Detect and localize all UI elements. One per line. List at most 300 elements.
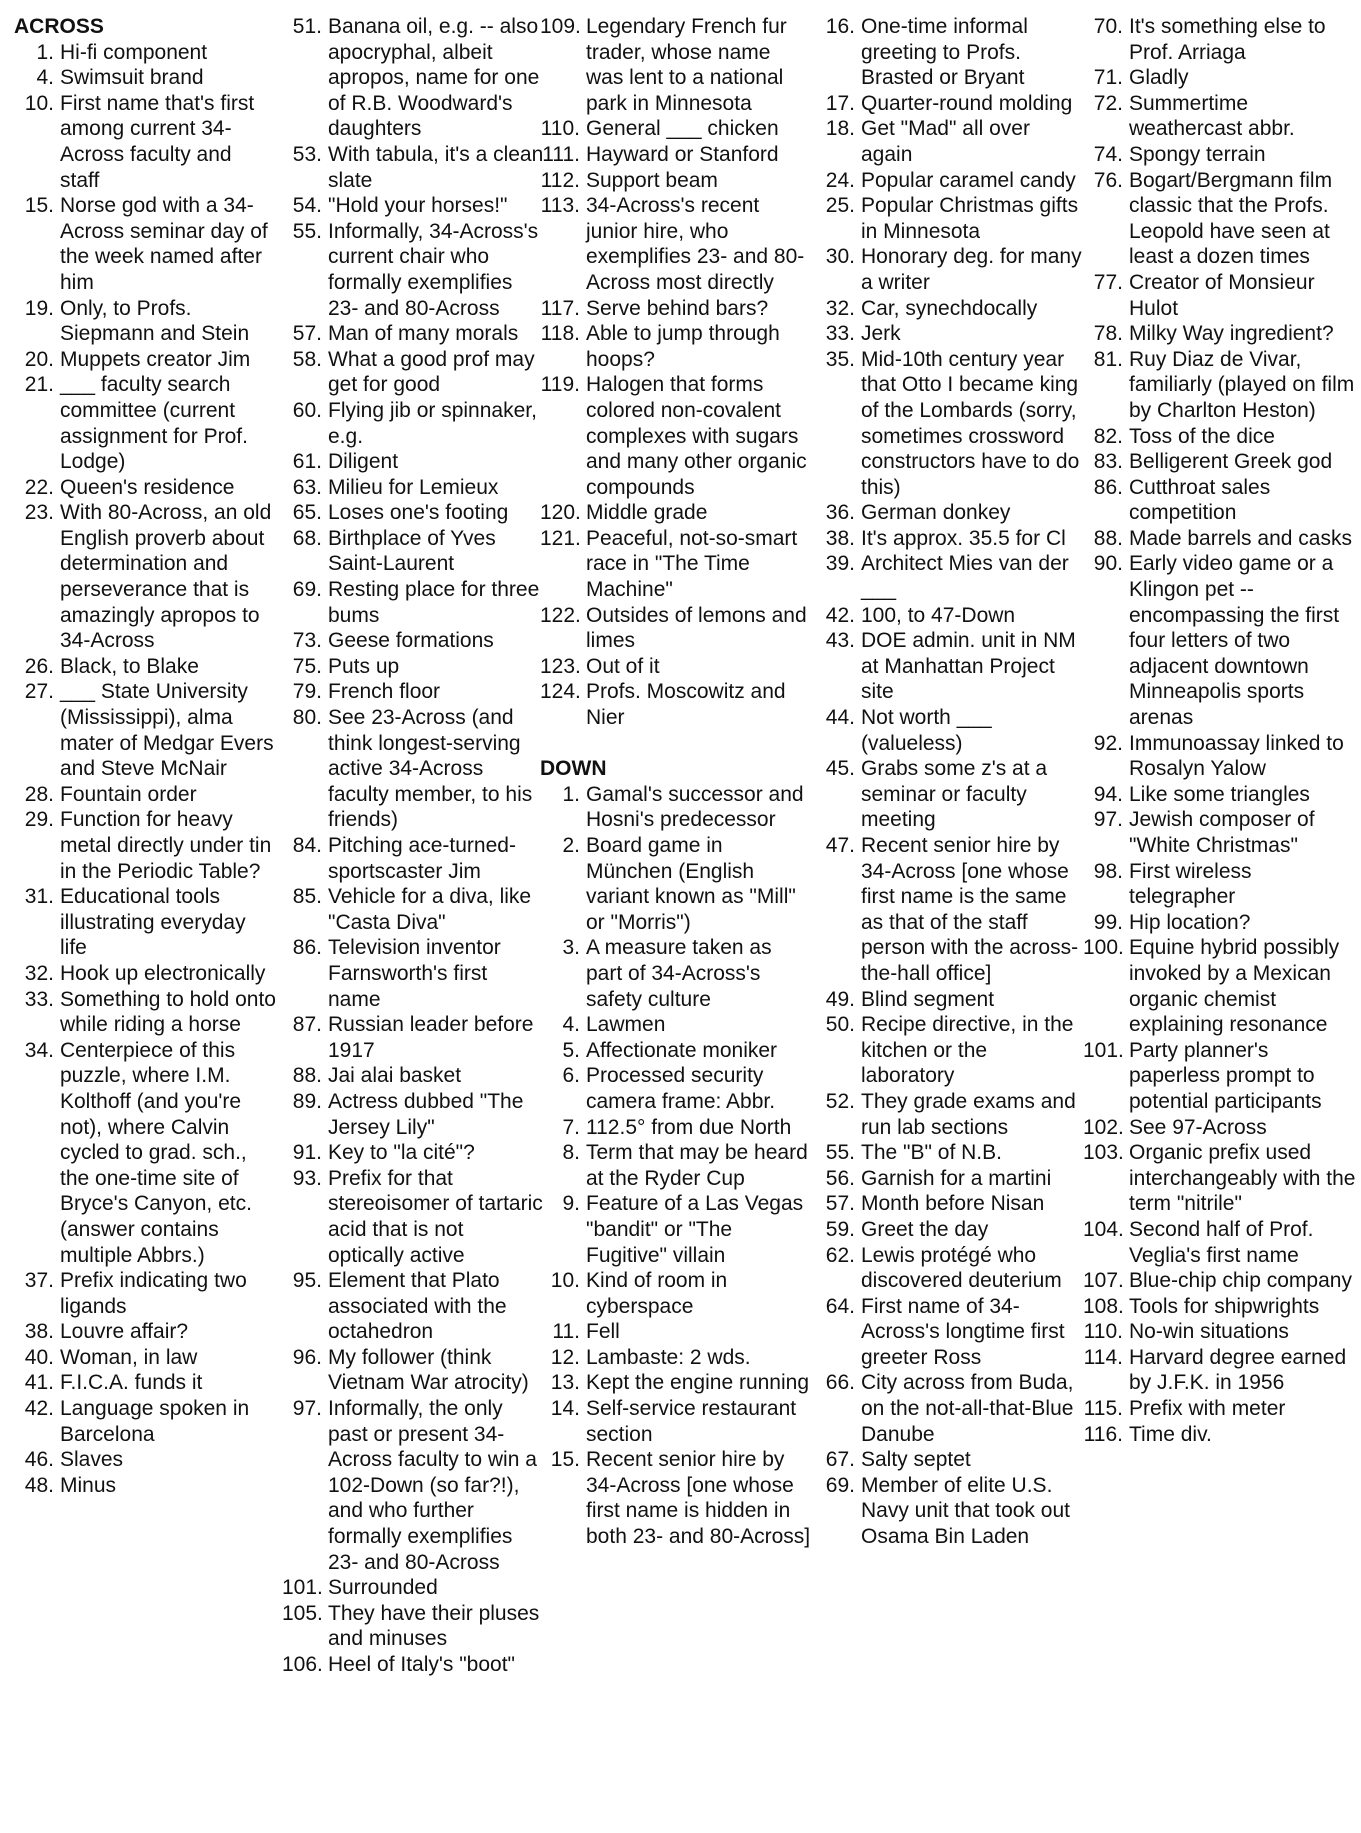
clue-text: My follower (think Vietnam War atrocity) bbox=[328, 1345, 529, 1395]
clue-number: 123. bbox=[540, 654, 581, 678]
clue-number: 7. bbox=[562, 1115, 580, 1139]
across-clue bbox=[14, 65, 276, 91]
clue-text: Informally, 34-Across's current chair who formally exemplifies 23- and 80-Across bbox=[328, 219, 539, 320]
clue-text: A measure taken as part of 34-Across's safety culture bbox=[586, 936, 772, 1011]
clue-number: 35. bbox=[825, 347, 855, 371]
clue-number: 61. bbox=[292, 450, 322, 474]
clue-number: 46. bbox=[24, 1448, 54, 1472]
clue-number: 39. bbox=[825, 552, 855, 576]
down-clue bbox=[815, 321, 1083, 347]
clue-number: 88. bbox=[1093, 526, 1123, 550]
clue-number: 1. bbox=[562, 782, 580, 806]
clue-text: Hook up electronically bbox=[60, 961, 266, 985]
down-clue bbox=[815, 526, 1083, 552]
across-clue bbox=[282, 1063, 544, 1089]
across-clue bbox=[282, 1089, 544, 1140]
across-clue bbox=[282, 935, 544, 1012]
clue-text: Only, to Profs. Siepmann and Stein bbox=[60, 296, 250, 346]
down-clue bbox=[815, 603, 1083, 629]
clue-text: 112.5° from due North bbox=[586, 1115, 792, 1139]
across-clue bbox=[14, 193, 276, 295]
down-clue bbox=[815, 1140, 1083, 1166]
clue-text: German donkey bbox=[861, 501, 1011, 525]
clue-number: 54. bbox=[292, 194, 322, 218]
down-clue bbox=[1083, 1217, 1361, 1268]
clue-text: No-win situations bbox=[1129, 1320, 1289, 1344]
clue-number: 42. bbox=[825, 603, 855, 627]
down-clue bbox=[815, 705, 1083, 756]
clue-text: Milieu for Lemieux bbox=[328, 475, 499, 499]
across-clue bbox=[282, 321, 544, 347]
down-clue bbox=[540, 1268, 812, 1319]
clue-text: Blue-chip chip company bbox=[1129, 1269, 1352, 1293]
down-clue bbox=[815, 1012, 1083, 1089]
clue-text: Jai alai basket bbox=[328, 1064, 462, 1088]
clue-number: 47. bbox=[825, 834, 855, 857]
clue-text: Kept the engine running bbox=[586, 1371, 810, 1395]
clue-number: 89. bbox=[292, 1089, 322, 1113]
clue-text: Bogart/Bergmann film classic that the Profs. Leopold have seen at least a dozen times bbox=[1129, 168, 1333, 269]
across-clue bbox=[282, 398, 544, 449]
clue-number: 60. bbox=[292, 398, 322, 422]
clue-text: Louvre affair? bbox=[60, 1320, 189, 1344]
across-clue bbox=[282, 1345, 544, 1396]
down-clue bbox=[815, 168, 1083, 194]
clue-number: 10. bbox=[24, 91, 54, 115]
clue-number: 109. bbox=[540, 15, 581, 38]
clue-number: 119. bbox=[540, 373, 580, 397]
clue-text: Term that may be heard at the Ryder Cup bbox=[586, 1141, 808, 1190]
clue-number: 78. bbox=[1093, 322, 1123, 346]
down-clue bbox=[1083, 142, 1361, 168]
clue-number: 66. bbox=[825, 1371, 855, 1395]
clue-number: 101. bbox=[1083, 1038, 1124, 1062]
clue-text: Hi-fi component bbox=[60, 40, 208, 64]
down-clue bbox=[815, 244, 1083, 295]
clue-text: Feature of a Las Vegas "bandit" or "The Fugitive" villain bbox=[586, 1192, 804, 1267]
clue-text: Surrounded bbox=[328, 1576, 438, 1600]
clue-text: It's something else to Prof. Arriaga bbox=[1129, 15, 1326, 64]
clue-number: 2. bbox=[562, 834, 580, 857]
column-1 bbox=[14, 14, 276, 1498]
across-clue bbox=[282, 14, 544, 142]
down-clue bbox=[1083, 270, 1361, 321]
clue-number: 56. bbox=[825, 1166, 855, 1190]
down-clue bbox=[1083, 14, 1361, 65]
clue-number: 53. bbox=[292, 142, 322, 166]
clue-number: 4. bbox=[562, 1013, 580, 1037]
clue-number: 27. bbox=[24, 680, 54, 704]
clue-number: 69. bbox=[825, 1473, 855, 1497]
clue-text: Car, synechdocally bbox=[861, 296, 1038, 320]
clue-text: Time div. bbox=[1129, 1422, 1212, 1446]
clue-number: 1. bbox=[36, 40, 54, 64]
clue-number: 6. bbox=[562, 1064, 580, 1088]
clue-number: 88. bbox=[292, 1064, 322, 1088]
across-clue bbox=[282, 1268, 544, 1345]
clue-text: Summertime weathercast abbr. bbox=[1129, 91, 1295, 141]
clue-number: 93. bbox=[292, 1166, 322, 1190]
clue-number: 15. bbox=[24, 194, 54, 218]
clue-number: 68. bbox=[292, 526, 322, 550]
clue-text: Middle grade bbox=[586, 501, 708, 525]
clue-number: 87. bbox=[292, 1013, 322, 1037]
column-5 bbox=[1083, 14, 1361, 1447]
clue-number: 13. bbox=[550, 1371, 580, 1395]
down-clue bbox=[540, 1319, 812, 1345]
clue-number: 64. bbox=[825, 1294, 855, 1318]
clue-number: 38. bbox=[825, 526, 855, 550]
clue-number: 42. bbox=[24, 1397, 54, 1421]
clue-number: 98. bbox=[1093, 859, 1123, 883]
clue-text: Equine hybrid possibly invoked by a Mexican organic chemist explaining resonance bbox=[1129, 936, 1340, 1037]
clue-number: 99. bbox=[1093, 910, 1123, 934]
clue-text: Milky Way ingredient? bbox=[1129, 322, 1334, 346]
clue-text: See 23-Across (and think longest-serving active 34-Across faculty member, to his friends) bbox=[328, 706, 533, 832]
clue-text: Language spoken in Barcelona bbox=[60, 1397, 250, 1446]
across-clue bbox=[14, 296, 276, 347]
clue-text: Quarter-round molding bbox=[861, 91, 1073, 115]
clue-number: 20. bbox=[24, 347, 54, 371]
across-clue bbox=[282, 705, 544, 833]
clue-text: Loses one's footing bbox=[328, 501, 509, 525]
clue-text: Vehicle for a diva, like "Casta Diva" bbox=[328, 885, 532, 934]
clue-text: Hayward or Stanford bbox=[586, 142, 779, 166]
across-clue bbox=[540, 321, 812, 372]
clue-number: 70. bbox=[1093, 15, 1123, 38]
down-clue bbox=[1083, 526, 1361, 552]
clue-number: 107. bbox=[1083, 1269, 1124, 1293]
down-clue bbox=[540, 833, 812, 935]
clue-text: Creator of Monsieur Hulot bbox=[1129, 270, 1315, 320]
clue-number: 59. bbox=[825, 1217, 855, 1241]
clue-number: 4. bbox=[36, 66, 54, 90]
clue-number: 34. bbox=[24, 1038, 54, 1062]
down-clue bbox=[1083, 1140, 1361, 1217]
clue-number: 73. bbox=[292, 629, 322, 653]
clue-text: Minus bbox=[60, 1473, 117, 1497]
clue-text: Belligerent Greek god bbox=[1129, 450, 1333, 474]
clue-number: 24. bbox=[825, 168, 855, 192]
down-clue bbox=[1083, 910, 1361, 936]
across-clue bbox=[14, 475, 276, 501]
clue-text: Gladly bbox=[1129, 66, 1189, 90]
clue-number: 32. bbox=[825, 296, 855, 320]
across-clue bbox=[540, 168, 812, 194]
clue-text: Outsides of lemons and limes bbox=[586, 603, 807, 653]
across-clue bbox=[282, 219, 544, 321]
clue-number: 82. bbox=[1093, 424, 1123, 448]
column-2 bbox=[282, 14, 544, 1678]
clue-number: 120. bbox=[540, 501, 581, 525]
clue-number: 67. bbox=[825, 1448, 855, 1472]
down-clue bbox=[1083, 168, 1361, 270]
clue-text: Prefix indicating two ligands bbox=[60, 1269, 247, 1318]
across-clue bbox=[282, 1166, 544, 1268]
clue-text: Board game in München (English variant known as "Mill" or "Morris") bbox=[586, 834, 796, 934]
clue-number: 45. bbox=[825, 757, 855, 781]
clue-text: Birthplace of Yves Saint-Laurent bbox=[328, 526, 496, 576]
down-clue bbox=[1083, 1115, 1361, 1141]
across-clue bbox=[282, 500, 544, 526]
across-clue bbox=[14, 372, 276, 474]
clue-number: 118. bbox=[540, 322, 580, 346]
clue-number: 86. bbox=[1093, 475, 1123, 499]
clue-text: Prefix with meter bbox=[1129, 1397, 1286, 1421]
clue-text: "Hold your horses!" bbox=[328, 194, 508, 218]
clue-number: 29. bbox=[24, 808, 54, 832]
clue-number: 19. bbox=[24, 296, 54, 320]
clue-text: Recent senior hire by 34-Across [one whose first name is hidden in both 23- and 80-Across] bbox=[586, 1448, 811, 1549]
clue-text: With 80-Across, an old English proverb about determination and perseverance that is amazingly apropos to 34-Across bbox=[60, 501, 272, 653]
clue-number: 104. bbox=[1083, 1217, 1124, 1241]
down-clue bbox=[1083, 1422, 1361, 1448]
across-clue bbox=[282, 475, 544, 501]
clue-text: Legendary French fur trader, whose name was lent to a national park in Minnesota bbox=[586, 15, 787, 115]
clue-number: 31. bbox=[24, 885, 54, 909]
down-clue bbox=[540, 1191, 812, 1268]
clue-text: Jewish composer of "White Christmas" bbox=[1129, 808, 1315, 857]
clue-number: 76. bbox=[1093, 168, 1123, 192]
clue-text: Made barrels and casks bbox=[1129, 526, 1352, 550]
clue-text: Member of elite U.S. Navy unit that took out Osama Bin Laden bbox=[861, 1473, 1070, 1549]
clue-text: Key to "la cité"? bbox=[328, 1141, 475, 1165]
clue-text: Like some triangles bbox=[1129, 782, 1310, 806]
down-clue bbox=[1083, 731, 1361, 782]
across-clue bbox=[282, 1396, 544, 1575]
clue-text: F.I.C.A. funds it bbox=[60, 1371, 203, 1395]
across-heading: ACROSS bbox=[14, 15, 104, 38]
clue-number: 114. bbox=[1083, 1345, 1123, 1369]
down-clue bbox=[1083, 475, 1361, 526]
across-clue bbox=[14, 807, 276, 884]
clue-number: 77. bbox=[1093, 270, 1123, 294]
clue-text: Woman, in law bbox=[60, 1345, 198, 1369]
clue-text: Profs. Moscowitz and Nier bbox=[586, 680, 786, 730]
down-clue bbox=[815, 756, 1083, 833]
clue-number: 101. bbox=[282, 1576, 323, 1600]
clue-text: Early video game or a Klingon pet -- encompassing the first four letters of two adjacent downtown Minneapolis sports arenas bbox=[1129, 552, 1340, 730]
clue-number: 14. bbox=[550, 1397, 580, 1421]
clue-text: Harvard degree earned by J.F.K. in 1956 bbox=[1129, 1345, 1347, 1395]
clue-text: Man of many morals bbox=[328, 322, 519, 346]
clue-number: 112. bbox=[540, 168, 580, 192]
clue-text: Banana oil, e.g. -- also apocryphal, albeit apropos, name for one of R.B. Woodward's daughters bbox=[328, 15, 540, 141]
down-clue bbox=[815, 116, 1083, 167]
clue-number: 122. bbox=[540, 603, 581, 627]
clue-number: 11. bbox=[552, 1320, 580, 1344]
down-clue bbox=[540, 1396, 812, 1447]
clue-text: Pitching ace-turned-sportscaster Jim bbox=[328, 834, 516, 883]
clue-text: Cutthroat sales competition bbox=[1129, 475, 1271, 525]
down-clue bbox=[540, 1012, 812, 1038]
clue-text: Get "Mad" all over again bbox=[861, 117, 1030, 166]
clue-number: 80. bbox=[292, 706, 322, 730]
across-clue bbox=[540, 603, 812, 654]
clue-number: 110. bbox=[1083, 1320, 1123, 1344]
clue-text: Salty septet bbox=[861, 1448, 971, 1472]
clue-number: 95. bbox=[292, 1269, 322, 1293]
clue-number: 33. bbox=[825, 322, 855, 346]
down-clue bbox=[540, 1447, 812, 1549]
clue-number: 69. bbox=[292, 578, 322, 602]
clue-number: 65. bbox=[292, 501, 322, 525]
down-clue bbox=[815, 1089, 1083, 1140]
clue-number: 108. bbox=[1083, 1294, 1124, 1318]
across-clue bbox=[14, 91, 276, 193]
clue-number: 117. bbox=[540, 296, 580, 320]
across-clue bbox=[14, 679, 276, 781]
clue-text: It's approx. 35.5 for Cl bbox=[861, 526, 1066, 550]
across-clue bbox=[540, 193, 812, 295]
clue-text: General ___ chicken bbox=[586, 117, 779, 141]
across-clue bbox=[282, 1652, 544, 1678]
clue-text: Centerpiece of this puzzle, where I.M. Kolthoff (and you're not), where Calvin cycled to grad. sch., the one-time site of Bryce's Canyon, etc. (answer contains multiple Abbrs.) bbox=[60, 1038, 252, 1267]
clue-text: Actress dubbed "The Jersey Lily" bbox=[328, 1089, 524, 1139]
across-clue bbox=[282, 577, 544, 628]
clue-number: 115. bbox=[1083, 1397, 1123, 1421]
clue-text: Resting place for three bums bbox=[328, 578, 540, 627]
down-clue bbox=[540, 1140, 812, 1191]
clue-number: 57. bbox=[825, 1192, 855, 1216]
clue-number: 79. bbox=[292, 680, 322, 704]
clue-text: 34-Across's recent junior hire, who exemplifies 23- and 80-Across most directly bbox=[586, 194, 805, 294]
across-clue bbox=[540, 116, 812, 142]
across-clue bbox=[14, 1268, 276, 1319]
clue-number: 3. bbox=[562, 936, 580, 960]
across-clue bbox=[282, 628, 544, 654]
down-clue bbox=[540, 1370, 812, 1396]
clue-text: Russian leader before 1917 bbox=[328, 1013, 534, 1062]
across-clue bbox=[282, 1601, 544, 1652]
clue-number: 28. bbox=[24, 782, 54, 806]
clue-number: 121. bbox=[540, 526, 581, 550]
clue-text: With tabula, it's a clean slate bbox=[328, 142, 544, 192]
clue-text: Organic prefix used interchangeably with the term "nitrile" bbox=[1129, 1141, 1356, 1216]
clue-number: 110. bbox=[540, 117, 580, 141]
clue-number: 23. bbox=[24, 501, 54, 525]
clue-number: 17. bbox=[825, 91, 855, 115]
clue-text: Affectionate moniker bbox=[586, 1038, 778, 1062]
across-clue bbox=[282, 1575, 544, 1601]
down-clue bbox=[540, 935, 812, 1012]
clue-text: Lewis protégé who discovered deuterium bbox=[861, 1243, 1062, 1293]
across-clue bbox=[282, 654, 544, 680]
clue-number: 71. bbox=[1093, 66, 1123, 90]
across-clue bbox=[540, 679, 812, 730]
clue-text: First name of 34-Across's longtime first greeter Ross bbox=[861, 1294, 1065, 1369]
clue-text: City across from Buda, on the not-all-that-Blue Danube bbox=[861, 1371, 1074, 1446]
down-clue bbox=[815, 1243, 1083, 1294]
down-clue bbox=[815, 833, 1083, 987]
clue-text: First wireless telegrapher bbox=[1129, 859, 1252, 909]
clue-number: 16. bbox=[825, 15, 855, 38]
down-clue bbox=[1083, 1319, 1361, 1345]
clue-text: Popular Christmas gifts in Minnesota bbox=[861, 194, 1079, 243]
clue-text: 100, to 47-Down bbox=[861, 603, 1016, 627]
clue-text: They grade exams and run lab sections bbox=[861, 1089, 1076, 1139]
down-clue bbox=[1083, 859, 1361, 910]
clue-text: Mid-10th century year that Otto I became king of the Lombards (sorry, sometimes crossword constructors have to do this) bbox=[861, 347, 1080, 499]
down-clue bbox=[1083, 1268, 1361, 1294]
clue-number: 49. bbox=[825, 987, 855, 1011]
across-clue bbox=[14, 40, 276, 66]
clue-text: Flying jib or spinnaker, e.g. bbox=[328, 398, 537, 448]
clue-text: Fell bbox=[586, 1320, 620, 1344]
clue-text: Able to jump through hoops? bbox=[586, 322, 780, 371]
clue-text: Heel of Italy's "boot" bbox=[328, 1653, 516, 1676]
across-clue bbox=[14, 654, 276, 680]
clue-text: Month before Nisan bbox=[861, 1192, 1045, 1216]
clue-text: Muppets creator Jim bbox=[60, 347, 251, 371]
clue-text: Informally, the only past or present 34-Across faculty to win a 102-Down (so far?!), and who further formally exemplifies 23- and 80-Across bbox=[328, 1397, 537, 1574]
clue-text: Swimsuit brand bbox=[60, 66, 204, 90]
clue-text: Immunoassay linked to Rosalyn Yalow bbox=[1129, 731, 1344, 781]
clue-number: 62. bbox=[825, 1243, 855, 1267]
down-clue bbox=[1083, 1294, 1361, 1320]
clue-text: Puts up bbox=[328, 654, 400, 678]
clue-text: Ruy Diaz de Vivar, familiarly (played on film by Charlton Heston) bbox=[1129, 347, 1355, 422]
across-clue bbox=[540, 372, 812, 500]
down-clue bbox=[540, 1115, 812, 1141]
across-clue bbox=[282, 1012, 544, 1063]
clue-text: Honorary deg. for many a writer bbox=[861, 245, 1082, 294]
clue-text: Lambaste: 2 wds. bbox=[586, 1345, 751, 1369]
across-clue bbox=[14, 961, 276, 987]
clue-number: 40. bbox=[24, 1345, 54, 1369]
clue-number: 105. bbox=[282, 1601, 323, 1625]
clue-text: See 97-Across bbox=[1129, 1115, 1267, 1139]
down-heading: DOWN bbox=[540, 757, 607, 781]
clue-number: 83. bbox=[1093, 450, 1123, 474]
down-clue bbox=[1083, 1345, 1361, 1396]
clue-number: 41. bbox=[24, 1371, 54, 1395]
clue-number: 58. bbox=[292, 347, 322, 371]
clue-text: Toss of the dice bbox=[1129, 424, 1275, 448]
clue-text: Slaves bbox=[60, 1448, 124, 1472]
clue-text: Kind of room in cyberspace bbox=[586, 1269, 728, 1318]
down-clue bbox=[540, 782, 812, 833]
down-clue bbox=[815, 1217, 1083, 1243]
clue-text: Geese formations bbox=[328, 629, 494, 653]
clue-text: Element that Plato associated with the octahedron bbox=[328, 1269, 507, 1344]
clue-number: 111. bbox=[542, 142, 580, 166]
clue-text: They have their pluses and minuses bbox=[328, 1601, 540, 1651]
clue-text: Party planner's paperless prompt to potential participants bbox=[1129, 1038, 1322, 1113]
down-clue bbox=[540, 1345, 812, 1371]
clue-text: Popular caramel candy bbox=[861, 168, 1076, 192]
clue-number: 12. bbox=[550, 1345, 580, 1369]
clue-text: Greet the day bbox=[861, 1217, 989, 1241]
clue-text: Jerk bbox=[861, 322, 901, 346]
clue-text: Serve behind bars? bbox=[586, 296, 769, 320]
down-clue bbox=[1083, 91, 1361, 142]
down-clue bbox=[1083, 935, 1361, 1037]
clue-number: 55. bbox=[292, 219, 322, 243]
clue-number: 18. bbox=[825, 117, 855, 141]
clue-number: 75. bbox=[292, 654, 322, 678]
across-clue bbox=[282, 884, 544, 935]
across-clue bbox=[14, 1473, 276, 1499]
clue-number: 10. bbox=[550, 1269, 580, 1293]
clue-number: 55. bbox=[825, 1141, 855, 1165]
clue-text: Television inventor Farnsworth's first name bbox=[328, 936, 501, 1011]
clue-number: 116. bbox=[1083, 1422, 1123, 1446]
across-clue bbox=[14, 347, 276, 373]
clue-text: ___ State University (Mississippi), alma mater of Medgar Evers and Steve McNair bbox=[60, 680, 274, 781]
across-clue bbox=[14, 1447, 276, 1473]
clue-number: 94. bbox=[1093, 782, 1123, 806]
